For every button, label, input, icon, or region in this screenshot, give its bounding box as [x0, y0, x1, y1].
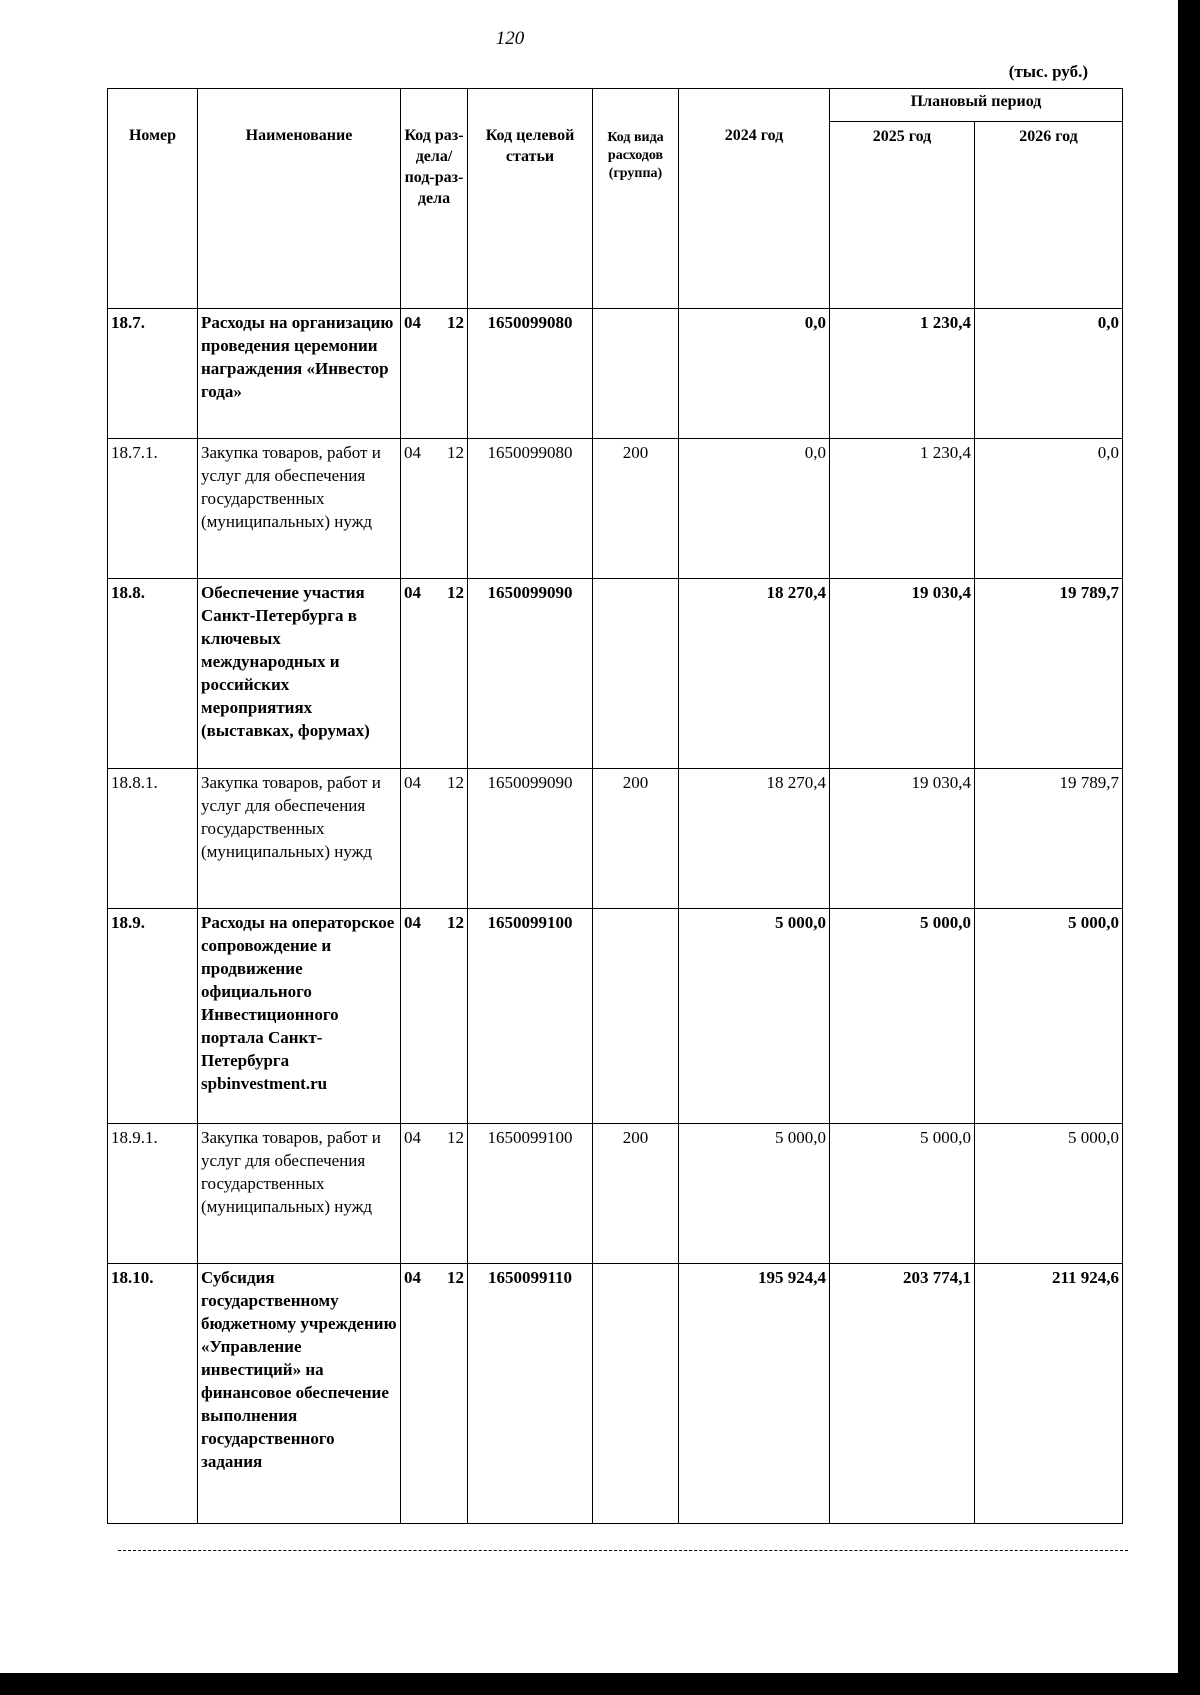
subsection-code: 12 — [447, 443, 464, 462]
table-bottom-edge — [118, 1550, 1128, 1551]
cell-2024: 18 270,4 — [679, 769, 830, 909]
scan-border-bottom — [0, 1673, 1200, 1695]
cell-2024: 5 000,0 — [679, 1124, 830, 1264]
header-name: Наименование — [198, 89, 401, 309]
header-planned-period: Плановый период — [830, 89, 1123, 122]
cell-number: 18.7. — [108, 309, 198, 439]
section-code: 04 — [404, 1268, 421, 1287]
section-code: 04 — [404, 773, 421, 792]
cell-2025: 1 230,4 — [830, 439, 975, 579]
cell-section-code — [401, 769, 468, 909]
cell-2025: 19 030,4 — [830, 579, 975, 769]
table-row — [108, 439, 1123, 579]
cell-target-code: 1650099100 — [468, 909, 593, 1124]
subsection-code: 12 — [447, 913, 464, 932]
subsection-code: 12 — [447, 583, 464, 602]
cell-2026: 211 924,6 — [975, 1264, 1123, 1524]
cell-target-code: 1650099080 — [468, 309, 593, 439]
cell-name: Закупка товаров, работ и услуг для обеспечения государственных (муниципальных) нужд — [198, 769, 401, 909]
scan-border-right — [1178, 0, 1200, 1695]
cell-section-code — [401, 1124, 468, 1264]
cell-2025: 203 774,1 — [830, 1264, 975, 1524]
subsection-code: 12 — [447, 1128, 464, 1147]
cell-2024: 0,0 — [679, 439, 830, 579]
cell-2025: 5 000,0 — [830, 909, 975, 1124]
cell-section-code — [401, 309, 468, 439]
section-code: 04 — [404, 583, 421, 602]
cell-expense-type — [593, 909, 679, 1124]
header-expense-type: Код вида расходов (группа) — [593, 89, 679, 309]
cell-number: 18.9. — [108, 909, 198, 1124]
cell-2024: 0,0 — [679, 309, 830, 439]
table-row — [108, 909, 1123, 1124]
cell-number: 18.9.1. — [108, 1124, 198, 1264]
cell-target-code: 1650099090 — [468, 579, 593, 769]
header-year-2026: 2026 год — [975, 122, 1123, 309]
cell-target-code: 1650099080 — [468, 439, 593, 579]
page-number: 120 — [495, 28, 525, 49]
cell-section-code — [401, 1264, 468, 1524]
subsection-code: 12 — [447, 313, 464, 332]
cell-number: 18.10. — [108, 1264, 198, 1524]
section-code: 04 — [404, 443, 421, 462]
header-section-code: Код раз-дела/ под-раз-дела — [401, 89, 468, 309]
cell-name: Закупка товаров, работ и услуг для обеспечения государственных (муниципальных) нужд — [198, 439, 401, 579]
table-row — [108, 1124, 1123, 1264]
cell-2026: 5 000,0 — [975, 1124, 1123, 1264]
header-number: Номер — [108, 89, 198, 309]
table-row — [108, 579, 1123, 769]
cell-2025: 5 000,0 — [830, 1124, 975, 1264]
cell-2024: 18 270,4 — [679, 579, 830, 769]
section-code: 04 — [404, 1128, 421, 1147]
cell-section-code — [401, 909, 468, 1124]
cell-expense-type — [593, 579, 679, 769]
cell-target-code: 1650099090 — [468, 769, 593, 909]
cell-2026: 19 789,7 — [975, 769, 1123, 909]
cell-expense-type — [593, 309, 679, 439]
cell-2025: 1 230,4 — [830, 309, 975, 439]
table-row — [108, 769, 1123, 909]
cell-number: 18.7.1. — [108, 439, 198, 579]
cell-section-code — [401, 439, 468, 579]
table-body — [108, 309, 1123, 1524]
cell-2025: 19 030,4 — [830, 769, 975, 909]
cell-section-code — [401, 579, 468, 769]
cell-2026: 19 789,7 — [975, 579, 1123, 769]
table-row — [108, 1264, 1123, 1524]
cell-2024: 5 000,0 — [679, 909, 830, 1124]
cell-expense-type — [593, 1264, 679, 1524]
cell-expense-type: 200 — [593, 769, 679, 909]
cell-name: Закупка товаров, работ и услуг для обеспечения государственных (муниципальных) нужд — [198, 1124, 401, 1264]
subsection-code: 12 — [447, 1268, 464, 1287]
cell-number: 18.8. — [108, 579, 198, 769]
cell-name: Расходы на операторское сопровождение и продвижение официального Инвестиционного портала Санкт-Петербурга spbinvestment.ru — [198, 909, 401, 1124]
cell-number: 18.8.1. — [108, 769, 198, 909]
header-year-2024: 2024 год — [679, 89, 830, 309]
cell-2026: 0,0 — [975, 439, 1123, 579]
cell-expense-type: 200 — [593, 1124, 679, 1264]
cell-2026: 0,0 — [975, 309, 1123, 439]
table-header-row — [108, 89, 1123, 122]
cell-name: Субсидия государственному бюджетному учреждению «Управление инвестиций» на финансовое обеспечение выполнения государственного задания — [198, 1264, 401, 1524]
cell-name: Расходы на организацию проведения церемонии награждения «Инвестор года» — [198, 309, 401, 439]
cell-target-code: 1650099110 — [468, 1264, 593, 1524]
header-target-code: Код целевой статьи — [468, 89, 593, 309]
cell-name: Обеспечение участия Санкт-Петербурга в ключевых международных и российских мероприятиях (выставках, форумах) — [198, 579, 401, 769]
cell-2026: 5 000,0 — [975, 909, 1123, 1124]
cell-expense-type: 200 — [593, 439, 679, 579]
budget-table — [107, 88, 1123, 1524]
units-label: (тыс. руб.) — [1008, 62, 1088, 81]
header-year-2025: 2025 год — [830, 122, 975, 309]
table-row — [108, 309, 1123, 439]
cell-target-code: 1650099100 — [468, 1124, 593, 1264]
subsection-code: 12 — [447, 773, 464, 792]
section-code: 04 — [404, 313, 421, 332]
section-code: 04 — [404, 913, 421, 932]
cell-2024: 195 924,4 — [679, 1264, 830, 1524]
